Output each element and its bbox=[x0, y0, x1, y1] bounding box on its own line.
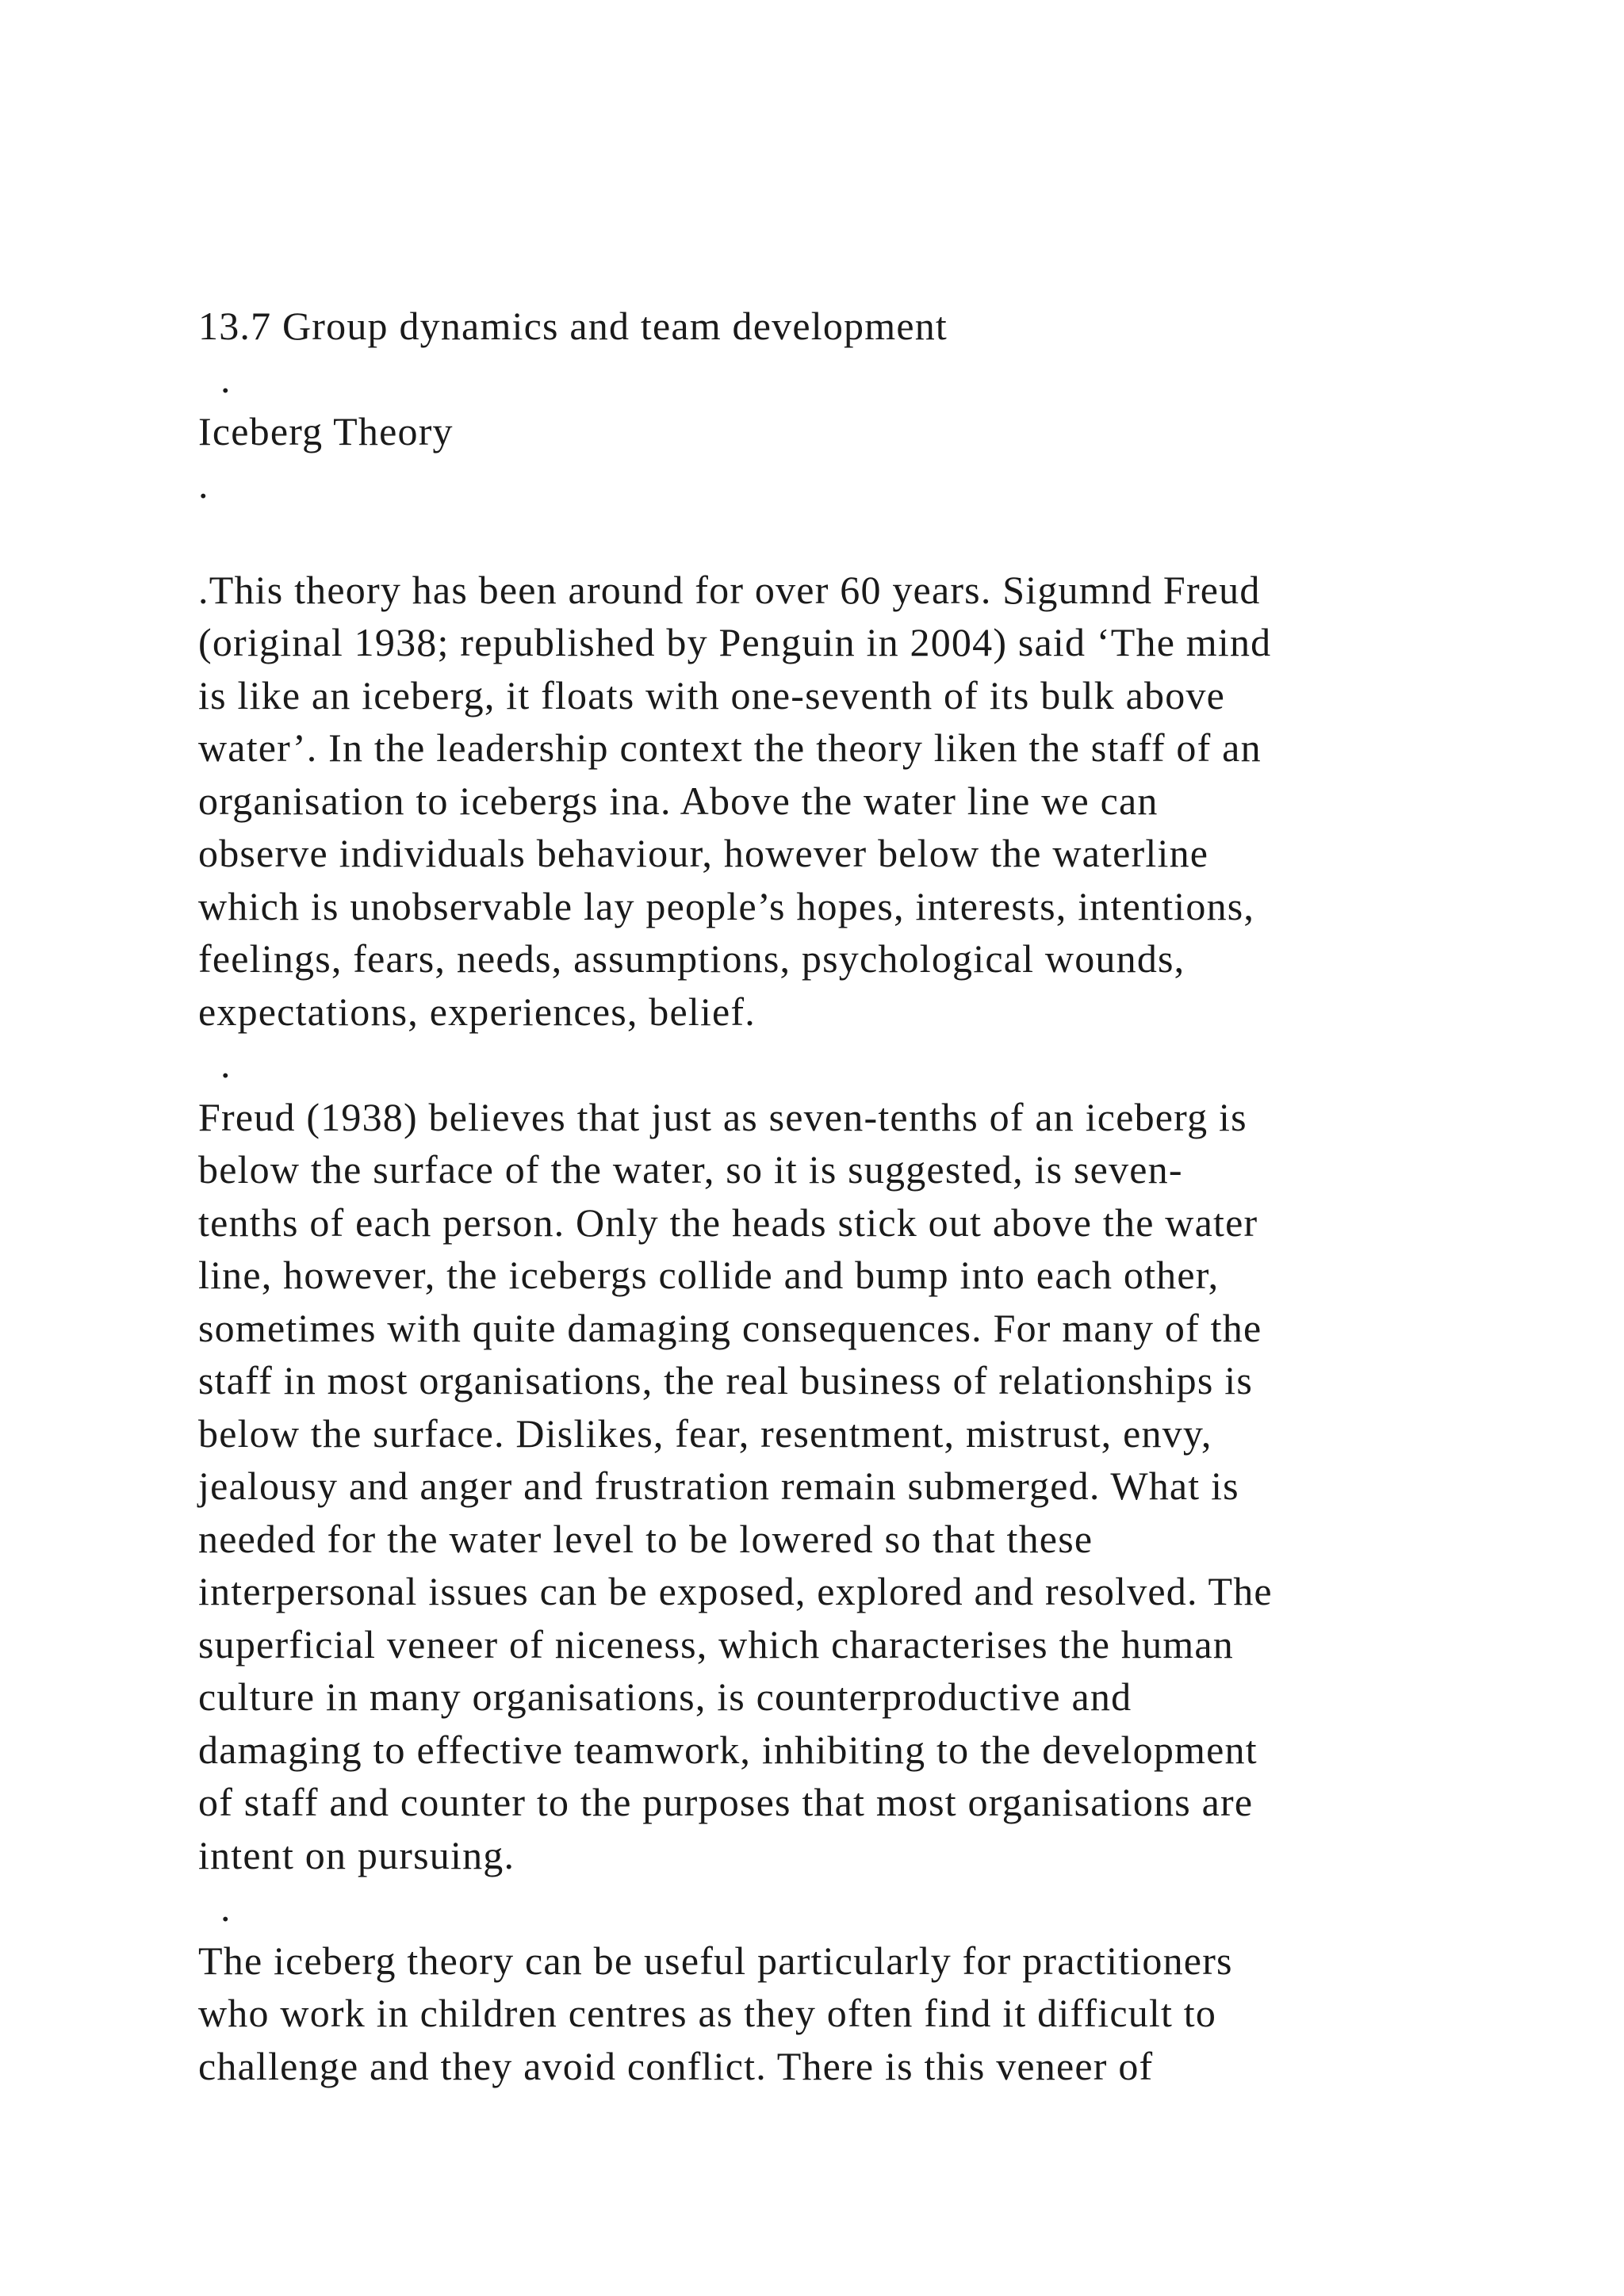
subheading: Iceberg Theory bbox=[198, 409, 454, 453]
separator-dot: . bbox=[220, 356, 232, 401]
paragraph-line: which is unobservable lay people’s hopes, interests, intentions, bbox=[198, 883, 1255, 928]
paragraph-line: .This theory has been around for over 60 years. Sigumnd Freud bbox=[198, 567, 1261, 612]
paragraph-line: below the surface of the water, so it is suggested, is seven- bbox=[198, 1147, 1183, 1192]
paragraph-line: tenths of each person. Only the heads stick out above the water bbox=[198, 1200, 1258, 1245]
paragraph-line: sometimes with quite damaging consequences. For many of the bbox=[198, 1305, 1262, 1350]
paragraph-line: line, however, the icebergs collide and bump into each other, bbox=[198, 1253, 1220, 1297]
paragraph-line: The iceberg theory can be useful particularly for practitioners bbox=[198, 1938, 1233, 1983]
paragraph-line: intent on pursuing. bbox=[198, 1832, 515, 1877]
paragraph-line: needed for the water level to be lowered so that these bbox=[198, 1516, 1094, 1561]
separator-dot: . bbox=[198, 461, 209, 507]
paragraph-line: Freud (1938) believes that just as seven-tenths of an iceberg is bbox=[198, 1094, 1247, 1139]
paragraph-line: interpersonal issues can be exposed, explored and resolved. The bbox=[198, 1569, 1273, 1613]
paragraph-line: who work in children centres as they often find it difficult to bbox=[198, 1991, 1217, 2035]
paragraph-line: water’. In the leadership context the theory liken the staff of an bbox=[198, 725, 1262, 770]
paragraph-1 bbox=[198, 564, 1451, 1039]
spacer bbox=[198, 511, 1451, 564]
paragraph-3 bbox=[198, 1934, 1451, 2093]
section-heading: 13.7 Group dynamics and team development bbox=[198, 304, 948, 348]
paragraph-line: staff in most organisations, the real business of relationships is bbox=[198, 1358, 1253, 1402]
paragraph-line: jealousy and anger and frustration remain submerged. What is bbox=[198, 1464, 1239, 1508]
separator-dot: . bbox=[220, 1042, 232, 1086]
paragraph-line: culture in many organisations, is counterproductive and bbox=[198, 1674, 1132, 1719]
paragraph-line: of staff and counter to the purposes that most organisations are bbox=[198, 1780, 1254, 1824]
paragraph-line: organisation to icebergs ina. Above the water line we can bbox=[198, 778, 1159, 823]
paragraph-line: expectations, experiences, belief. bbox=[198, 989, 756, 1034]
paragraph-line: below the surface. Dislikes, fear, resentment, mistrust, envy, bbox=[198, 1410, 1212, 1456]
paragraph-line: observe individuals behaviour, however below the waterline bbox=[198, 831, 1209, 875]
paragraph-line: feelings, fears, needs, assumptions, psychological wounds, bbox=[198, 936, 1185, 981]
paragraph-line: damaging to effective teamwork, inhibiting to the development bbox=[198, 1727, 1258, 1772]
paragraph-line: challenge and they avoid conflict. There is this veneer of bbox=[198, 2043, 1154, 2088]
document-page bbox=[198, 300, 1451, 2092]
paragraph-line: is like an iceberg, it floats with one-seventh of its bulk above bbox=[198, 672, 1226, 718]
paragraph-2 bbox=[198, 1091, 1451, 1882]
paragraph-line: (original 1938; republished by Penguin in 2004) said ‘The mind bbox=[198, 620, 1272, 664]
paragraph-line: superficial veneer of niceness, which characterises the human bbox=[198, 1621, 1234, 1667]
separator-dot: . bbox=[220, 1885, 232, 1930]
